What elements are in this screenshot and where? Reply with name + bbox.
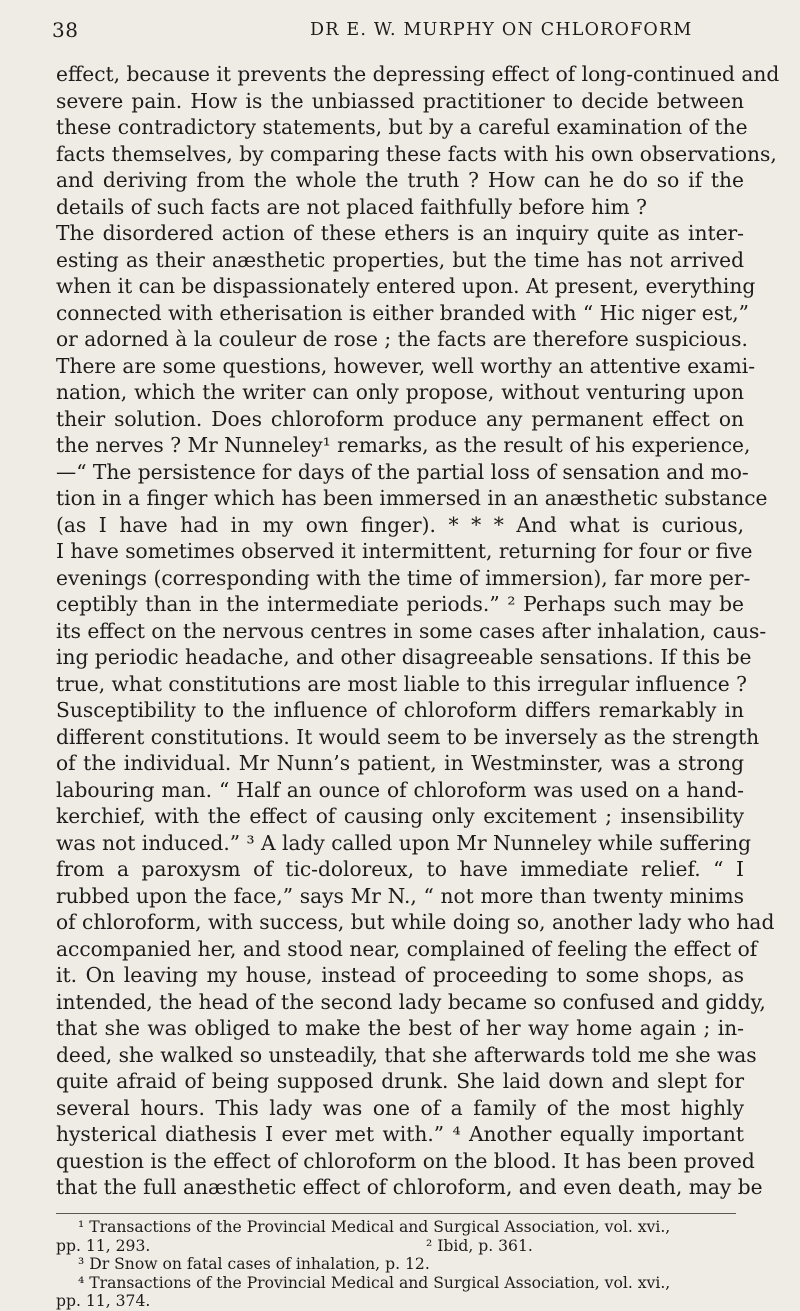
text-line: rubbed upon the face,” says Mr N., “ not more than twenty minims: [56, 883, 744, 908]
text-line: evenings (corresponding with the time of immersion), far more per-: [56, 565, 751, 590]
footnote-1: ¹ Transactions of the Provincial Medical and Surgical Association, vol. xvi.,: [78, 1218, 671, 1236]
text-line: question is the effect of chloroform on the blood. It has been proved: [56, 1148, 755, 1173]
text-line: There are some questions, however, well worthy an attentive exami-: [56, 353, 756, 378]
text-line: deed, she walked so unsteadily, that she afterwards told me she was: [56, 1042, 757, 1067]
text-line: different constitutions. It would seem to be inversely as the strength: [56, 724, 760, 749]
footnote-4: ⁴ Transactions of the Provincial Medical and Surgical Association, vol. xvi.,: [78, 1273, 671, 1292]
text-line: esting as their anæsthetic properties, but the time has not arrived: [56, 247, 744, 272]
text-line: Susceptibility to the influence of chloroform differs remarkably in: [56, 698, 744, 722]
footnote-2: ² Ibid, p. 361.: [426, 1236, 533, 1255]
text-line: details of such facts are not placed faithfully before him ?: [56, 194, 647, 219]
footnotes: [56, 1218, 744, 1311]
text-line: of chloroform, with success, but while doing so, another lady who had: [56, 910, 775, 934]
text-line: kerchief, with the effect of causing only excitement ; insensibility: [56, 804, 744, 828]
text-line: from a paroxysm of tic-doloreux, to have immediate relief. “ I: [56, 857, 744, 881]
text-line: or adorned à la couleur de rose ; the facts are therefore suspicious.: [56, 327, 748, 351]
body-text: [56, 61, 780, 1201]
text-line: it. On leaving my house, instead of proceeding to some shops, as: [56, 963, 744, 987]
text-line: that she was obliged to make the best of her way home again ; in-: [56, 1016, 744, 1040]
text-line: labouring man. “ Half an ounce of chloroform was used on a hand-: [56, 777, 744, 802]
text-line: quite afraid of being supposed drunk. She laid down and slept for: [56, 1069, 744, 1093]
text-line: and deriving from the whole the truth ? How can he do so if the: [56, 168, 744, 192]
footnote-4-pages: pp. 11, 374.: [56, 1292, 151, 1311]
running-title: DR E. W. MURPHY ON CHLOROFORM: [310, 20, 693, 40]
text-line: facts themselves, by comparing these facts with his own observations,: [56, 141, 777, 166]
footnote-3: ³ Dr Snow on fatal cases of inhalation, p. 12.: [78, 1255, 430, 1274]
text-line: tion in a finger which has been immersed in an anæsthetic substance: [56, 486, 768, 510]
text-line: The disordered action of these ethers is an inquiry quite as inter-: [56, 221, 744, 245]
text-line: connected with etherisation is either branded with “ Hic niger est,”: [56, 300, 749, 325]
text-line: of the individual. Mr Nunn’s patient, in Westminster, was a strong: [56, 751, 744, 775]
text-line: was not induced.” ³ A lady called upon Mr Nunneley while suffering: [56, 830, 752, 855]
text-line: ceptibly than in the intermediate periods.” ² Perhaps such may be: [56, 592, 744, 616]
footnote-1-continued: [56, 1237, 744, 1256]
text-line: (as I have had in my own finger). * * * And what is curious,: [56, 512, 744, 537]
running-header: [52, 6, 752, 42]
text-line: that the full anæsthetic effect of chloroform, and even death, may be: [56, 1175, 763, 1199]
text-line: several hours. This lady was one of a family of the most highly: [56, 1095, 744, 1120]
text-line: I have sometimes observed it intermittent, returning for four or five: [56, 539, 753, 563]
text-line: true, what constitutions are most liable to this irregular influence ?: [56, 671, 747, 696]
footnote-divider: [56, 1213, 736, 1214]
text-line: their solution. Does chloroform produce any permanent effect on: [56, 406, 744, 431]
text-line: effect, because it prevents the depressing effect of long-continued and: [56, 62, 780, 86]
text-line: intended, the head of the second lady became so confused and giddy,: [56, 989, 766, 1014]
text-line: ing periodic headache, and other disagreeable sensations. If this be: [56, 645, 752, 669]
text-line: nation, which the writer can only propose, without venturing upon: [56, 380, 744, 404]
page-number: 38: [52, 18, 79, 42]
text-line: the nerves ? Mr Nunneley¹ remarks, as the result of his experience,: [56, 433, 751, 457]
text-line: accompanied her, and stood near, complained of feeling the effect of: [56, 936, 758, 961]
text-line: hysterical diathesis I ever met with.” ⁴ Another equally important: [56, 1122, 744, 1146]
text-line: when it can be dispassionately entered upon. At present, everything: [56, 274, 756, 298]
footnote-1-pages: pp. 11, 293.: [56, 1236, 151, 1255]
text-line: severe pain. How is the unbiassed practitioner to decide between: [56, 88, 744, 113]
text-line: these contradictory statements, but by a careful examination of the: [56, 115, 748, 139]
text-line: its effect on the nervous centres in some cases after inhalation, caus-: [56, 618, 767, 643]
text-line: —“ The persistence for days of the partial loss of sensation and mo-: [56, 459, 749, 484]
